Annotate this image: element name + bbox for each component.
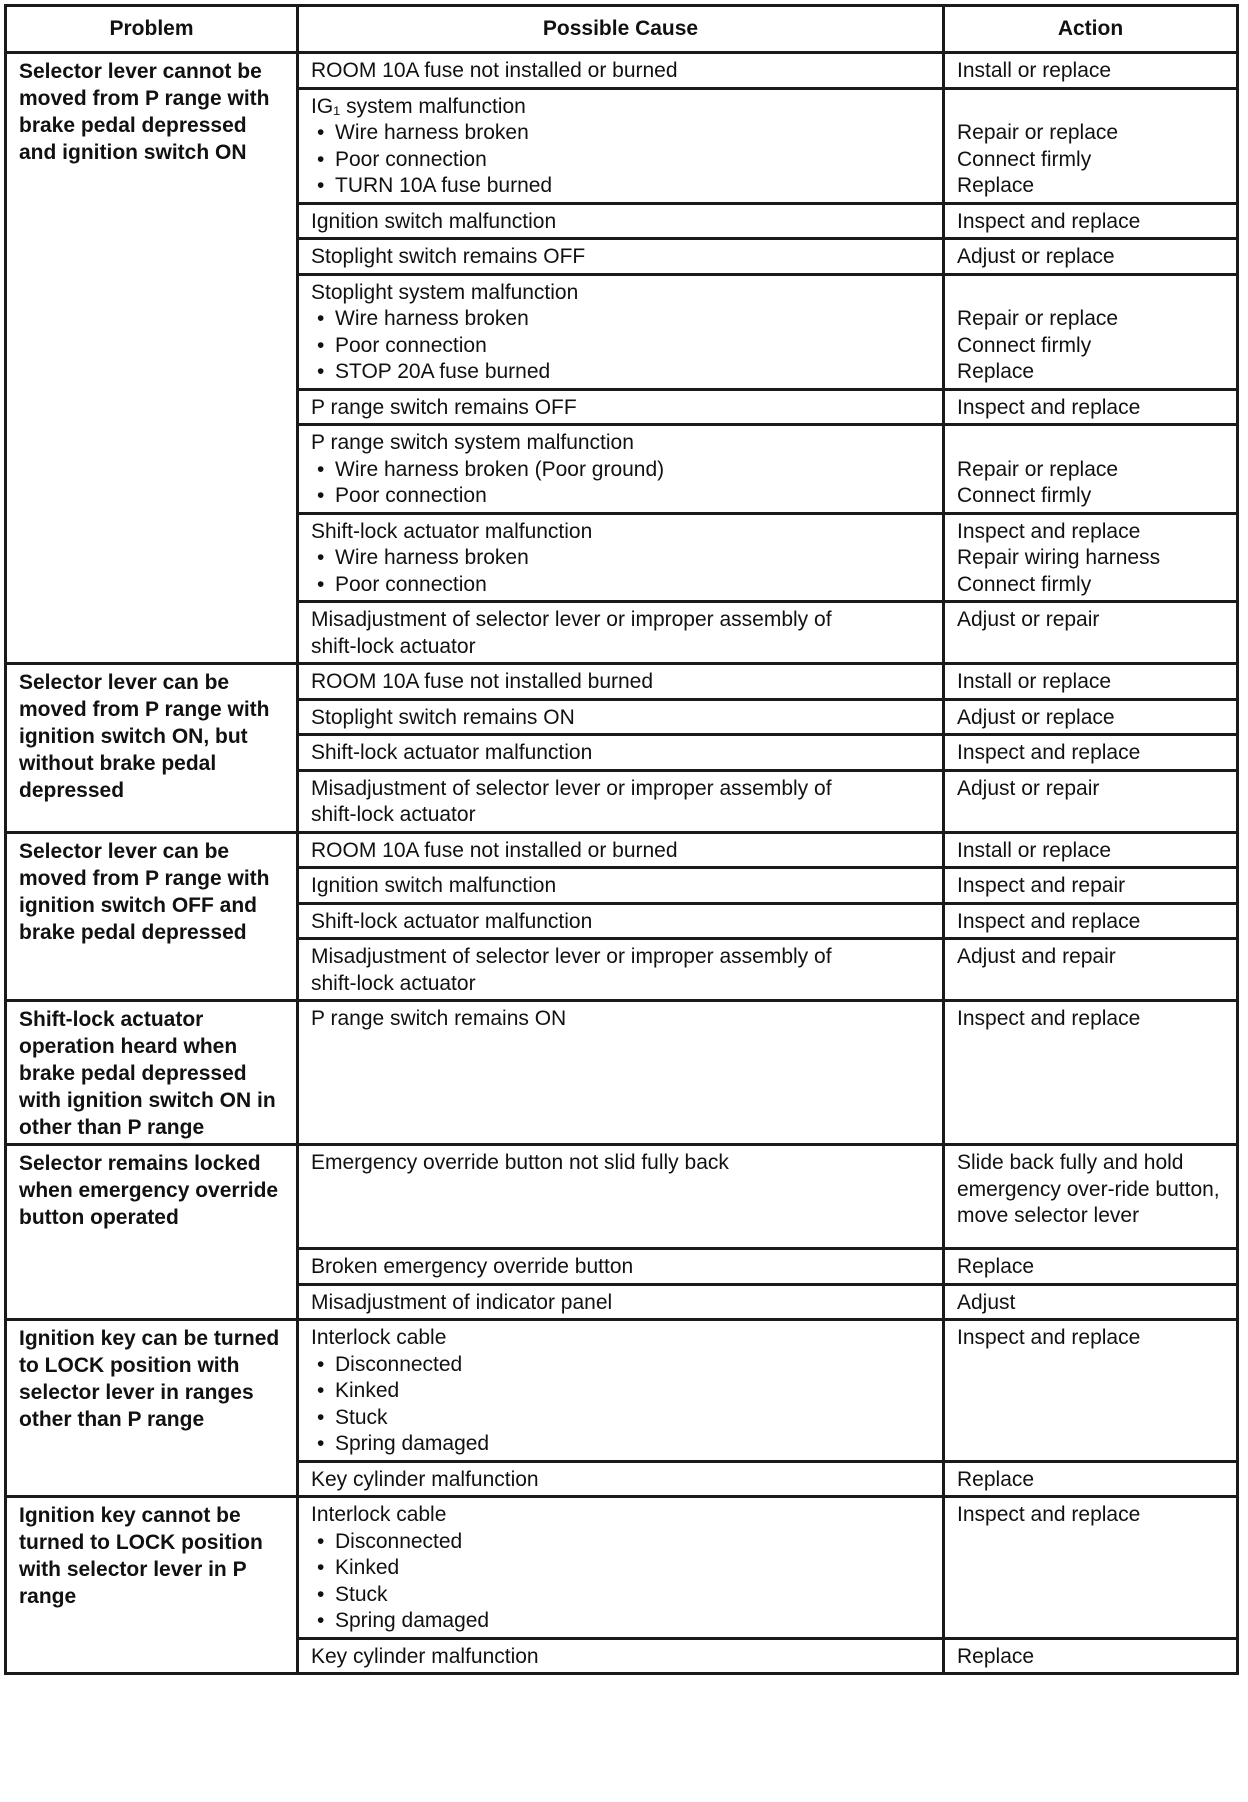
cause-text: shift-lock actuator xyxy=(311,803,476,826)
action-cell xyxy=(944,735,1238,771)
cause-text: IG₁ system malfunction xyxy=(311,94,526,118)
cause-text: ROOM 10A fuse not installed or burned xyxy=(311,838,678,862)
cause-cell xyxy=(298,53,944,89)
action-cell xyxy=(944,664,1238,700)
action-text: Repair or replace xyxy=(957,121,1119,144)
header-problem: Problem xyxy=(6,6,298,53)
problem-cell: Selector lever cannot be moved from P range with brake pedal depressed and ignition switch ON xyxy=(6,53,298,664)
action-text: Connect firmly xyxy=(957,484,1092,507)
action-text: Inspect and replace xyxy=(957,209,1141,233)
cause-text: Misadjustment of indicator panel xyxy=(311,1290,613,1314)
action-cell xyxy=(944,832,1238,868)
cause-cell xyxy=(298,770,944,832)
cause-cell xyxy=(298,425,944,514)
cause-cell xyxy=(298,1284,944,1320)
cause-text: Interlock cable xyxy=(311,1503,447,1526)
action-cell xyxy=(944,602,1238,664)
cause-bullet-item: • Poor connection xyxy=(311,333,932,360)
cause-text: Interlock cable xyxy=(311,1326,447,1349)
cause-text: ROOM 10A fuse not installed or burned xyxy=(311,59,678,82)
cause-bullet-item: • Wire harness broken xyxy=(311,120,932,147)
action-text: Adjust and repair xyxy=(957,945,1116,968)
action-text: Replace xyxy=(957,1255,1035,1278)
action-text: Adjust xyxy=(957,1290,1016,1314)
cause-cell xyxy=(298,903,944,939)
action-text: Replace xyxy=(957,1467,1035,1491)
cause-text: Misadjustment of selector lever or improper assembly of xyxy=(311,608,832,631)
table-row xyxy=(6,832,1238,868)
cause-text: shift-lock actuator xyxy=(311,971,476,995)
cause-text: ROOM 10A fuse not installed burned xyxy=(311,670,654,693)
problem-cell: Ignition key cannot be turned to LOCK position with selector lever in P range xyxy=(6,1497,298,1674)
cause-bullet-item: • Disconnected xyxy=(311,1352,932,1379)
action-cell xyxy=(944,513,1238,602)
cause-text: Key cylinder malfunction xyxy=(311,1467,539,1491)
action-cell xyxy=(944,903,1238,939)
table-body xyxy=(6,53,1238,1674)
action-text: Slide back fully and hold emergency over-ride button, move selector lever xyxy=(957,1151,1220,1227)
spacer xyxy=(957,430,1226,457)
cause-bullet-item: • Kinked xyxy=(311,1378,932,1405)
cause-cell xyxy=(298,602,944,664)
cause-cell xyxy=(298,832,944,868)
action-text: Adjust or repair xyxy=(957,776,1100,800)
cause-text: Ignition switch malfunction xyxy=(311,874,557,897)
cause-cell xyxy=(298,1249,944,1285)
action-text: Replace xyxy=(957,1644,1035,1668)
action-text: Inspect and repair xyxy=(957,874,1126,897)
table-row xyxy=(6,1001,1238,1145)
action-text: Inspect and replace xyxy=(957,519,1141,543)
cause-text: shift-lock actuator xyxy=(311,634,476,658)
cause-cell xyxy=(298,735,944,771)
cause-text: Misadjustment of selector lever or improper assembly of xyxy=(311,945,832,968)
action-cell xyxy=(944,274,1238,389)
cause-text: Misadjustment of selector lever or improper assembly of xyxy=(311,776,832,800)
cause-bullet-item: • Poor connection xyxy=(311,483,932,510)
cause-cell xyxy=(298,1001,944,1145)
action-cell xyxy=(944,1145,1238,1249)
cause-text: Stoplight switch remains OFF xyxy=(311,245,586,268)
cause-bullet-item: • STOP 20A fuse burned xyxy=(311,359,932,386)
action-cell xyxy=(944,1001,1238,1145)
action-cell xyxy=(944,1638,1238,1674)
cause-text: Shift-lock actuator malfunction xyxy=(311,741,593,764)
cause-cell xyxy=(298,1497,944,1639)
cause-bullet-item: • Wire harness broken (Poor ground) xyxy=(311,457,932,484)
table-row xyxy=(6,1497,1238,1639)
header-action: Action xyxy=(944,6,1238,53)
cause-bullet-item: • Poor connection xyxy=(311,572,932,599)
table-row xyxy=(6,53,1238,89)
action-text: Replace xyxy=(957,174,1035,197)
cause-text: Broken emergency override button xyxy=(311,1255,634,1278)
cause-text: Ignition switch malfunction xyxy=(311,209,557,233)
action-text: Adjust or replace xyxy=(957,705,1115,729)
action-text: Adjust or replace xyxy=(957,245,1115,268)
cause-bullet-item: • Poor connection xyxy=(311,147,932,174)
cause-bullet-item: • Spring damaged xyxy=(311,1608,932,1635)
cause-bullet-item: • Kinked xyxy=(311,1555,932,1582)
table-row xyxy=(6,1145,1238,1249)
cause-cell xyxy=(298,203,944,239)
cause-cell xyxy=(298,239,944,275)
action-cell xyxy=(944,88,1238,203)
action-text: Install or replace xyxy=(957,670,1112,693)
cause-cell xyxy=(298,274,944,389)
problem-cell: Selector remains locked when emergency override button operated xyxy=(6,1145,298,1320)
cause-bullet-item: • Wire harness broken xyxy=(311,545,932,572)
cause-text: P range switch remains OFF xyxy=(311,395,577,419)
action-cell xyxy=(944,425,1238,514)
action-text: Inspect and replace xyxy=(957,1007,1141,1030)
cause-cell xyxy=(298,389,944,425)
action-text: Repair wiring harness xyxy=(957,546,1161,569)
action-cell xyxy=(944,53,1238,89)
action-cell xyxy=(944,699,1238,735)
action-cell xyxy=(944,868,1238,904)
cause-text: Stoplight system malfunction xyxy=(311,280,579,304)
cause-text: P range switch system malfunction xyxy=(311,431,634,454)
action-text: Adjust or repair xyxy=(957,608,1100,631)
action-cell xyxy=(944,770,1238,832)
action-cell xyxy=(944,1497,1238,1639)
spacer xyxy=(957,94,1226,121)
action-text: Inspect and replace xyxy=(957,1503,1141,1526)
cause-cell xyxy=(298,1320,944,1462)
cause-cell xyxy=(298,1638,944,1674)
action-text: Inspect and replace xyxy=(957,909,1141,933)
cause-text: Shift-lock actuator malfunction xyxy=(311,909,593,933)
cause-text: Key cylinder malfunction xyxy=(311,1644,539,1668)
action-cell xyxy=(944,1320,1238,1462)
action-cell xyxy=(944,1284,1238,1320)
cause-cell xyxy=(298,1461,944,1497)
action-text: Inspect and replace xyxy=(957,395,1141,419)
cause-bullet-item: • Spring damaged xyxy=(311,1431,932,1458)
action-text: Repair or replace xyxy=(957,307,1119,330)
cause-bullet-item: • TURN 10A fuse burned xyxy=(311,173,932,200)
action-text: Repair or replace xyxy=(957,457,1119,481)
cause-cell xyxy=(298,1145,944,1249)
action-cell xyxy=(944,939,1238,1001)
action-cell xyxy=(944,389,1238,425)
cause-text: P range switch remains ON xyxy=(311,1007,567,1030)
action-cell xyxy=(944,203,1238,239)
cause-cell xyxy=(298,699,944,735)
action-cell xyxy=(944,1249,1238,1285)
problem-cell: Ignition key can be turned to LOCK position with selector lever in ranges other than P range xyxy=(6,1320,298,1497)
problem-cell: Shift-lock actuator operation heard when brake pedal depressed with ignition switch ON in other than P range xyxy=(6,1001,298,1145)
troubleshooting-table xyxy=(4,4,1239,1675)
action-text: Install or replace xyxy=(957,838,1112,862)
action-text: Install or replace xyxy=(957,59,1112,82)
spacer xyxy=(957,280,1226,307)
header-row xyxy=(6,6,1238,53)
problem-cell: Selector lever can be moved from P range with ignition switch ON, but without brake pedal depressed xyxy=(6,664,298,833)
cause-cell xyxy=(298,939,944,1001)
action-text: Inspect and replace xyxy=(957,1326,1141,1349)
action-text: Connect firmly xyxy=(957,333,1092,357)
cause-text: Stoplight switch remains ON xyxy=(311,705,575,729)
table-row xyxy=(6,1320,1238,1462)
problem-cell: Selector lever can be moved from P range with ignition switch OFF and brake pedal depressed xyxy=(6,832,298,1001)
action-cell xyxy=(944,239,1238,275)
action-text: Inspect and replace xyxy=(957,741,1141,764)
action-text: Replace xyxy=(957,360,1035,383)
action-text: Connect firmly xyxy=(957,147,1092,171)
cause-bullet-item: • Disconnected xyxy=(311,1529,932,1556)
cause-bullet-item: • Stuck xyxy=(311,1582,932,1609)
table-row xyxy=(6,664,1238,700)
header-possible-cause: Possible Cause xyxy=(298,6,944,53)
cause-cell xyxy=(298,664,944,700)
cause-bullet-item: • Stuck xyxy=(311,1405,932,1432)
cause-bullet-item: • Wire harness broken xyxy=(311,306,932,333)
cause-text: Shift-lock actuator malfunction xyxy=(311,519,593,543)
cause-cell xyxy=(298,88,944,203)
action-text: Connect firmly xyxy=(957,572,1092,596)
cause-cell xyxy=(298,513,944,602)
cause-cell xyxy=(298,868,944,904)
action-cell xyxy=(944,1461,1238,1497)
cause-text: Emergency override button not slid fully back xyxy=(311,1151,729,1174)
